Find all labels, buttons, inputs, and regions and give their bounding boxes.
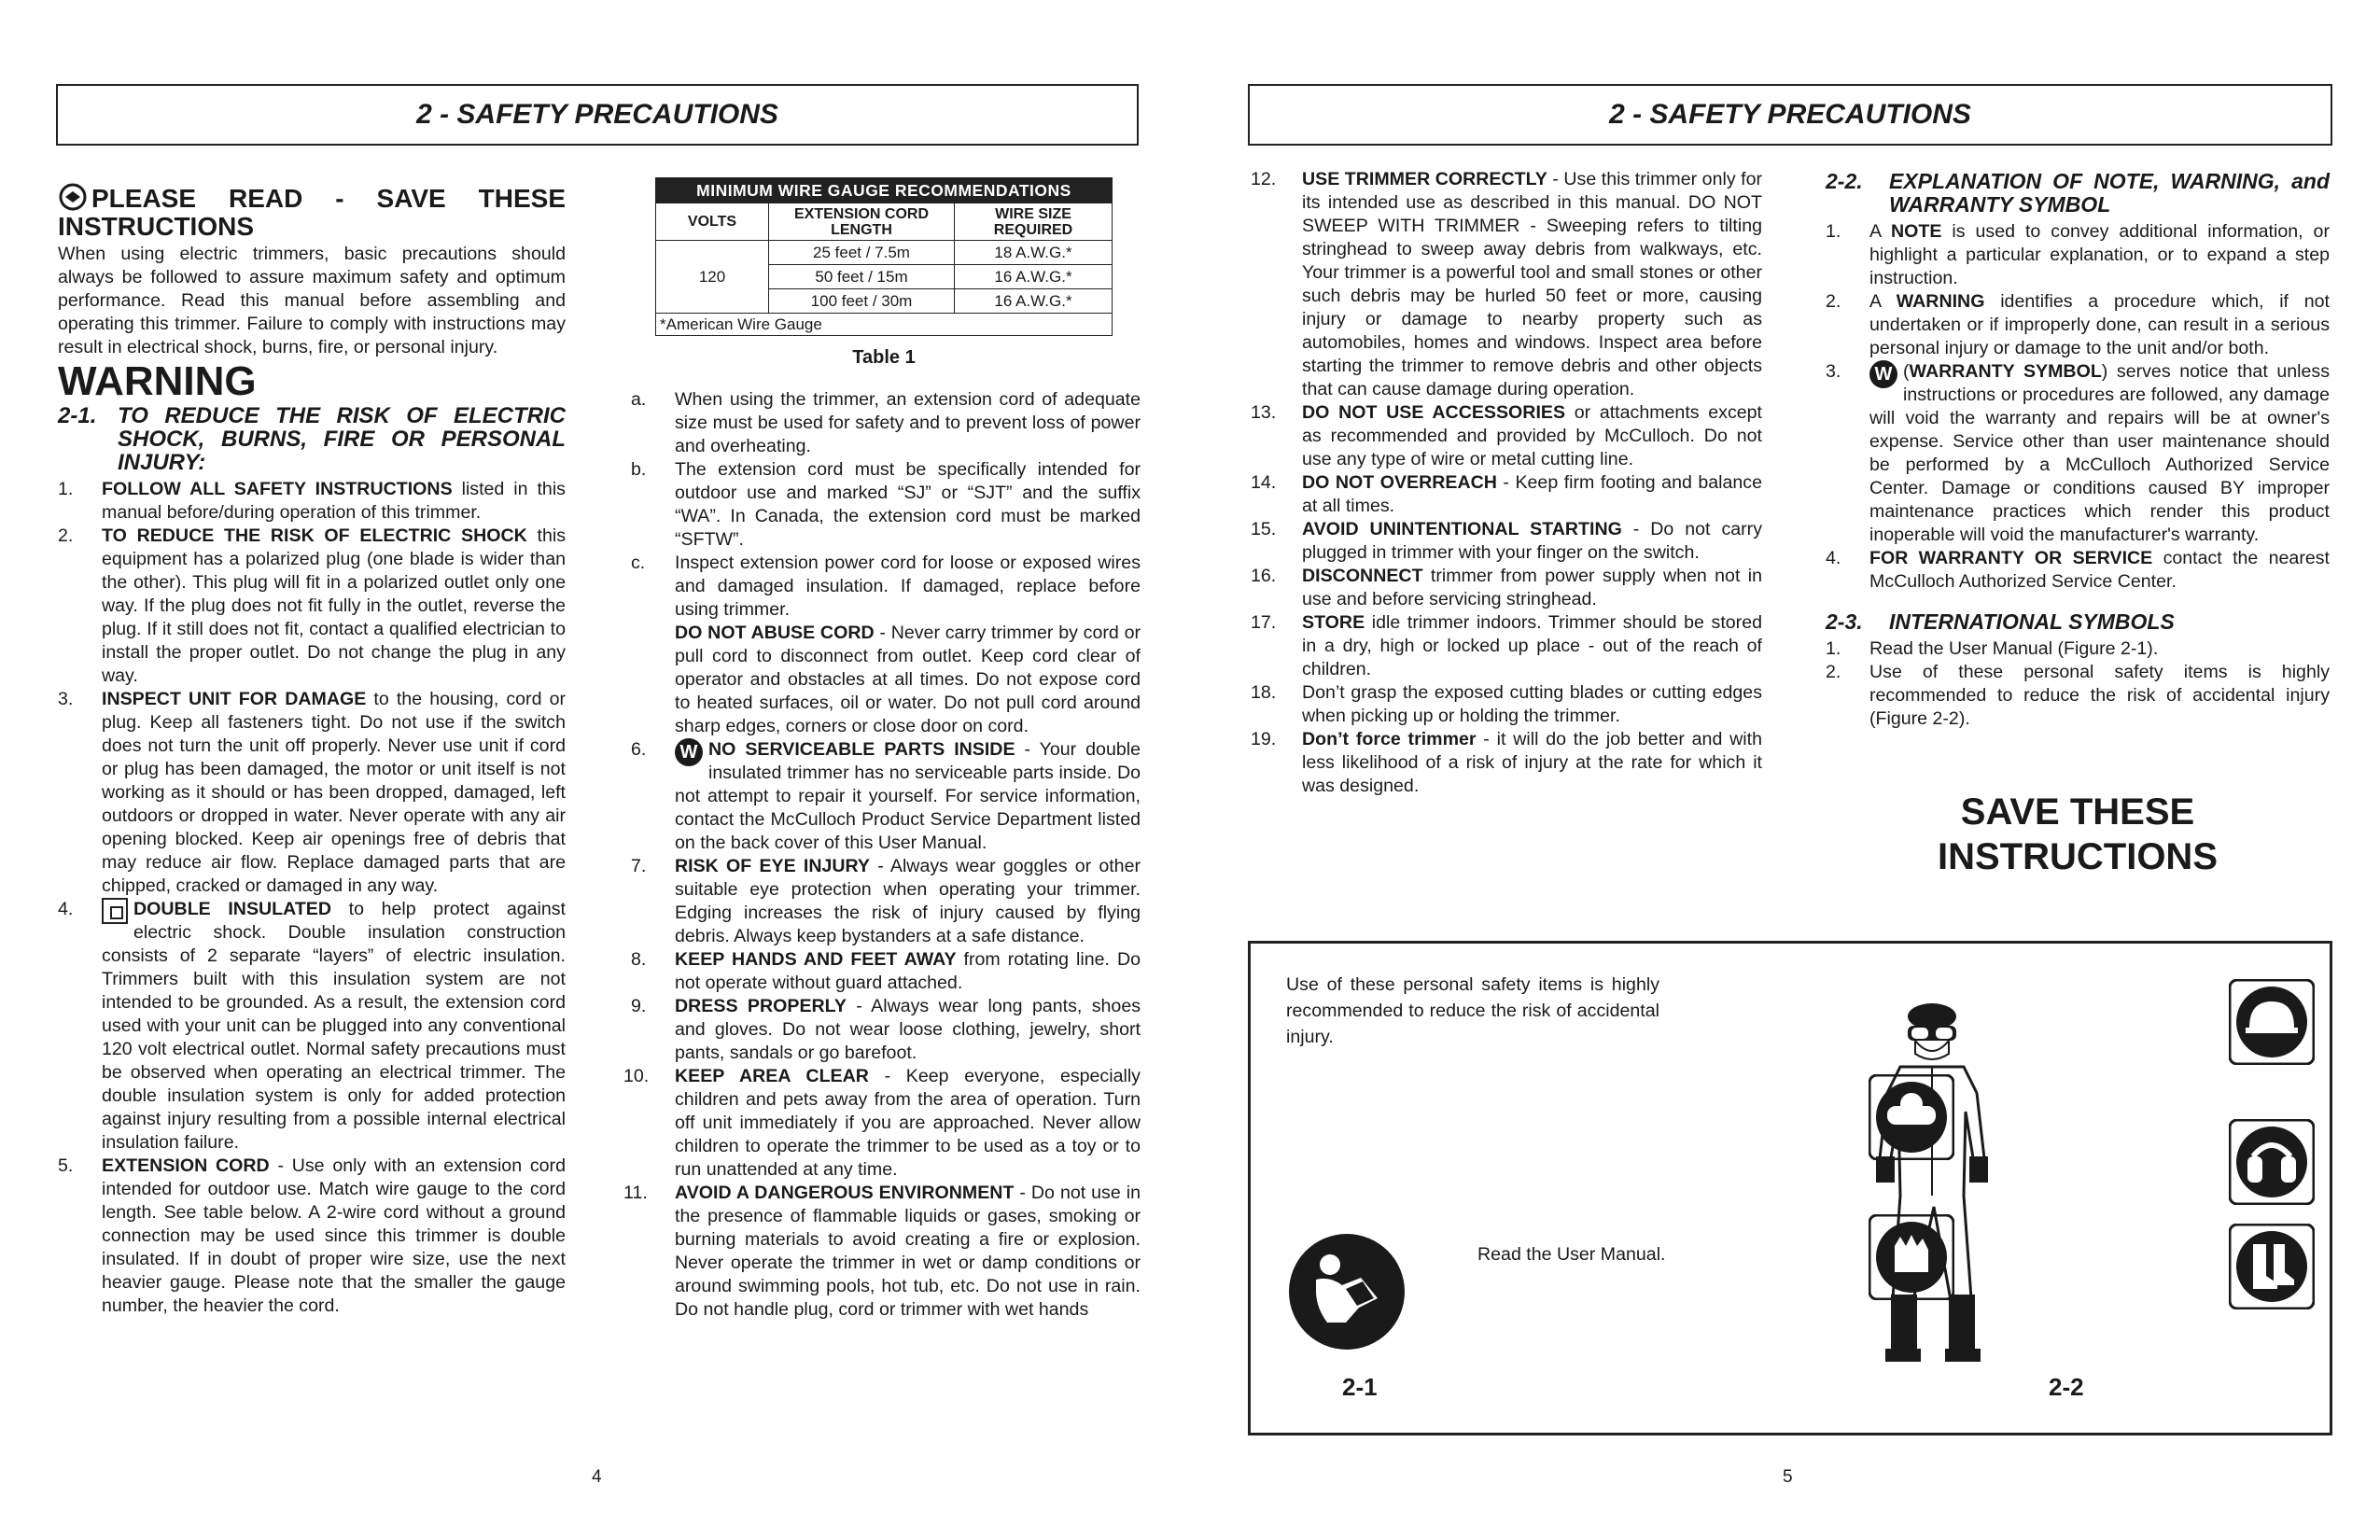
item-number: 7. xyxy=(631,856,647,876)
section-2-1-heading: 2-1. TO REDUCE THE RISK OF ELECTRIC SHOCK, BURNS, FIRE OR PERSONAL INJURY: xyxy=(58,403,566,475)
item-number: 14. xyxy=(1251,472,1277,493)
item-text: Inspect extension power cord for loose or exposed wires and damaged insulation. If damaged, replace before using trimmer. xyxy=(675,553,1141,620)
save-instructions-heading: SAVE THESE INSTRUCTIONS xyxy=(1938,791,2218,877)
list-item xyxy=(1251,401,1762,471)
page-number-left: 4 xyxy=(592,1467,602,1487)
table-header: EXTENSION CORD LENGTH xyxy=(769,203,955,241)
column-3 xyxy=(1251,168,1762,798)
warranty-w-icon: W xyxy=(1869,360,1897,388)
item-text: AVOID A DANGEROUS ENVIRONMENT - Do not use in the presence of flammable liquids or gases, smoking or burning materials to avoid creating a fire or explosion. Never operate the trimmer in wet or damp conditions or around swimming pools, hot tub, etc. Do not use in rain. Do not handle plug, cord or trimmer with wet hands xyxy=(675,1183,1141,1320)
list-item xyxy=(1826,220,2330,290)
list-item xyxy=(1826,547,2330,594)
list-item xyxy=(1826,290,2330,360)
hard-hat-icon xyxy=(2229,979,2315,1070)
list-item xyxy=(58,525,566,688)
figure-label-2-1: 2-1 xyxy=(1342,1373,1378,1401)
read-manual-icon xyxy=(1288,1233,1406,1355)
intro-text: When using electric trimmers, basic precautions should always be followed to assure maximum safety and optimum performance. Read this manual before assembling and operating this trimmer. Failure to comply with instructions may result in electrical shock, burns, fire, or personal injury. xyxy=(58,244,566,357)
item-text: USE TRIMMER CORRECTLY - Use this trimmer only for its intended use as described in this manual. DO NOT SWEEP WITH TRIMMER - Sweeping refers to tilting stringhead to sweep away debris from walkways, etc. Your trimmer is a powerful tool and small stones or other such debris may be hurled 50 feet or more, causing injury or damage to nearby property such as automobiles, homes and windows. Inspect area before starting the trimmer to remove debris and other objects that can cause damage during operation. xyxy=(1302,169,1762,399)
section-2-2-heading: 2-2. EXPLANATION OF NOTE, WARNING, and WARRANTY SYMBOL xyxy=(1826,169,2330,217)
list-item xyxy=(58,688,566,898)
hand-pointer-icon xyxy=(58,183,91,211)
warning-heading: WARNING xyxy=(58,358,257,404)
list-item xyxy=(631,552,1141,622)
item-number: b. xyxy=(631,459,647,480)
boots-icon xyxy=(2229,1224,2315,1314)
item-text: W NO SERVICEABLE PARTS INSIDE - Your double insulated trimmer has no serviceable parts inside. Do not attempt to repair it yourself. For service information, contact the McCulloch Product Service Department listed on the back cover of this User Manual. xyxy=(675,739,1141,853)
item-text: DISCONNECT trimmer from power supply when not in use and before servicing stringhead. xyxy=(1302,566,1762,609)
item-text: Don’t grasp the exposed cutting blades or cutting edges when picking up or holding the trimmer. xyxy=(1302,682,1762,726)
table-footnote: *American Wire Gauge xyxy=(656,314,1113,336)
item-text: The extension cord must be specifically intended for outdoor use and marked “SJ” or “SJT” and the suffix “WA”. In Canada, the extension cord must be marked “SFTW”. xyxy=(675,459,1141,550)
col1-list xyxy=(58,478,566,1318)
table-cell: 50 feet / 15m xyxy=(769,265,955,289)
item-number: 1. xyxy=(58,479,74,499)
item-number: 13. xyxy=(1251,402,1277,423)
list-item xyxy=(1251,611,1762,681)
item-number: 17. xyxy=(1251,612,1277,633)
item-text: TO REDUCE THE RISK OF ELECTRIC SHOCK this equipment has a polarized plug (one blade is wider than the other). This plug will fit in a polarized outlet only one way. If the plug does not fit fully in the outlet, reverse the plug. If it still does not fit, contact a qualified electrician to install the proper outlet. Do not change the plug in any way. xyxy=(102,525,566,686)
list-item xyxy=(623,1065,1141,1182)
figure-label-2-2: 2-2 xyxy=(2049,1373,2084,1401)
list-item xyxy=(1826,661,2330,731)
protective-gear-person-illustration xyxy=(1811,1000,2053,1378)
item-text: When using the trimmer, an extension cord of adequate size must be used for safety and to prevent loss of power and overheating. xyxy=(675,389,1141,456)
column-2 xyxy=(623,388,1141,1322)
item-number: 2. xyxy=(58,525,74,546)
ear-protection-icon xyxy=(2229,1119,2315,1210)
please-read-heading: PLEASE READ - SAVE THESE INSTRUCTIONS xyxy=(58,184,566,241)
item-number: 15. xyxy=(1251,519,1277,539)
item-number: 4. xyxy=(1826,548,1841,568)
item-text: W (WARRANTY SYMBOL) serves notice that unless instructions or procedures are followed, any damage will void the warranty and repairs will be at owner's expense. Service other than user maintenance should be performed by a McCulloch Authorized Service Center. Damage or conditions caused BY improper maintenance practices which render this product inoperable will void the manufacturer's warranty. xyxy=(1869,361,2330,545)
item-number: 11. xyxy=(623,1183,648,1203)
list-item xyxy=(1251,471,1762,518)
wire-gauge-table xyxy=(655,177,1113,369)
section-2-3-heading: 2-3. INTERNATIONAL SYMBOLS xyxy=(1826,609,2175,634)
list-item xyxy=(1826,637,2330,661)
item-number: 10. xyxy=(623,1066,650,1086)
column-4 xyxy=(1826,170,2330,731)
left-header: 2 - SAFETY PRECAUTIONS xyxy=(56,84,1139,146)
goggles-icon xyxy=(1869,1074,1954,1165)
table-cell: 16 A.W.G.* xyxy=(955,265,1113,289)
item-number: 3. xyxy=(1826,361,1841,382)
item-text: A WARNING identifies a procedure which, if not undertaken or if improperly done, can result in a serious personal injury or damage to the unit and/or both. xyxy=(1869,291,2330,358)
list-item xyxy=(1251,728,1762,798)
item-number: 3. xyxy=(58,689,74,709)
item-number: 9. xyxy=(631,996,647,1016)
item-number: c. xyxy=(631,553,646,573)
item-number: 19. xyxy=(1251,729,1277,749)
double-insulated-icon xyxy=(102,898,128,924)
table-cell: 25 feet / 7.5m xyxy=(769,241,955,265)
list-item xyxy=(631,855,1141,948)
list-item xyxy=(1251,518,1762,565)
list-item xyxy=(1251,681,1762,728)
item-number: 4. xyxy=(58,899,74,919)
table-header: VOLTS xyxy=(656,203,769,241)
item-text: Don’t force trimmer - it will do the job better and with less likelihood of a risk of injury at the rate for which it was designed. xyxy=(1302,729,1762,796)
item-text: STORE idle trimmer indoors. Trimmer should be stored in a dry, high or locked up place - out of the reach of children. xyxy=(1302,612,1762,679)
item-text: FOLLOW ALL SAFETY INSTRUCTIONS listed in this manual before/during operation of this trimmer. xyxy=(102,479,566,523)
item-text: DO NOT USE ACCESSORIES or attachments except as recommended and provided by McCulloch. Do not use any type of wire or metal cutting line. xyxy=(1302,402,1762,469)
item-text: Read the User Manual (Figure 2-1). xyxy=(1869,638,2159,659)
list-item xyxy=(631,738,1141,855)
item-number: 8. xyxy=(631,949,647,970)
page-number-right: 5 xyxy=(1783,1467,1793,1487)
item-number: 6. xyxy=(631,739,647,760)
item-text: FOR WARRANTY OR SERVICE contact the nearest McCulloch Authorized Service Center. xyxy=(1869,548,2330,592)
item-text: RISK OF EYE INJURY - Always wear goggles or other suitable eye protection when operating your trimmer. Edging increases the risk of injury caused by flying debris. Always keep bystanders at a safe distance. xyxy=(675,856,1141,946)
item-number: 18. xyxy=(1251,682,1277,703)
list-item xyxy=(58,478,566,525)
item-number: 5. xyxy=(58,1155,74,1176)
read-manual-caption: Read the User Manual. xyxy=(1477,1244,1666,1265)
item-text: EXTENSION CORD - Use only with an extension cord intended for outdoor use. Match wire gauge to the cord length. See table below. A 2-wire cord without a ground connection may be used since this trimmer is double insulated. If in doubt of proper wire size, use the next heavier gauge. Please note that the smaller the gauge number, the heavier the cord. xyxy=(102,1155,566,1316)
list-item xyxy=(623,1182,1141,1322)
item-number: 12. xyxy=(1251,169,1277,189)
item-number: 2. xyxy=(1826,291,1841,312)
table-cell: 100 feet / 30m xyxy=(769,289,955,314)
table-caption: Table 1 xyxy=(852,347,916,368)
figure-box xyxy=(1248,941,2332,1435)
item-number: 1. xyxy=(1826,221,1841,242)
table-header: WIRE SIZE REQUIRED xyxy=(955,203,1113,241)
figure-text: Use of these personal safety items is highly recommended to reduce the risk of accidental injury. xyxy=(1286,974,1659,1047)
warranty-w-icon: W xyxy=(675,738,703,766)
list-item xyxy=(631,388,1141,458)
list-item xyxy=(1251,565,1762,611)
table-title: MINIMUM WIRE GAUGE RECOMMENDATIONS xyxy=(656,178,1113,203)
item-text: DOUBLE INSULATED to help protect against electric shock. Double insulation construction consists of 2 separate “layers” of electric insulation. Trimmers built with this insulation system are not intended to be grounded. As a result, the extension cord used with your unit can be plugged into any conventional 120 volt electrical outlet. Normal safety precautions must be observed when operating an electrical trimmer. The double insulation system is only for added protection against injury resulting from a possible internal electrical insulation failure. xyxy=(102,899,566,1153)
abuse-cord-paragraph: DO NOT ABUSE CORD - Never carry trimmer by cord or pull cord to disconnect from outlet. Keep cord clear of operator and obstacles at all times. Do not expose cord to heated surfaces, oil or water. Do not pull cord around sharp edges, corners or close door on cord. xyxy=(675,623,1141,736)
item-text: DRESS PROPERLY - Always wear long pants, shoes and gloves. Do not wear loose clothing, jewelry, short pants, sandals or go barefoot. xyxy=(675,996,1141,1063)
item-text: KEEP HANDS AND FEET AWAY from rotating line. Do not operate without guard attached. xyxy=(675,949,1141,993)
list-item xyxy=(631,458,1141,552)
item-number: 2. xyxy=(1826,662,1841,682)
item-text: A NOTE is used to convey additional information, or highlight a particular explanation, or to expand a step instruction. xyxy=(1869,221,2330,288)
column-1 xyxy=(58,183,566,1318)
list-item xyxy=(631,995,1141,1065)
item-text: INSPECT UNIT FOR DAMAGE to the housing, cord or plug. Keep all fasteners tight. Do not use if the switch does not turn the unit off properly. Never use unit if cord or plug has been damaged, the motor or unit itself is not working as it should or has been dropped, damaged, left outdoors or dropped in water. Never operate with any air opening blocked. Keep air openings free of debris that may reduce air flow. Replace damaged parts that are chipped, cracked or damaged in any way. xyxy=(102,689,566,896)
item-text: KEEP AREA CLEAR - Keep everyone, especially children and pets away from the area of operation. Turn off unit immediately if you are approached. Never allow children to operate the trimmer to be used as a toy or to run unattended at any time. xyxy=(675,1066,1141,1180)
item-text: Use of these personal safety items is highly recommended to reduce the risk of accidental injury (Figure 2-2). xyxy=(1869,662,2330,729)
right-header: 2 - SAFETY PRECAUTIONS xyxy=(1248,84,2332,146)
gloves-icon xyxy=(1869,1214,1954,1305)
item-number: a. xyxy=(631,389,647,410)
item-number: 16. xyxy=(1251,566,1277,586)
list-item xyxy=(1251,168,1762,401)
table-cell: 120 xyxy=(656,241,769,314)
item-number: 1. xyxy=(1826,638,1841,659)
list-item xyxy=(1826,360,2330,547)
list-item xyxy=(631,948,1141,995)
table-cell: 16 A.W.G.* xyxy=(955,289,1113,314)
list-item xyxy=(58,898,566,1155)
list-item xyxy=(58,1155,566,1318)
table-cell: 18 A.W.G.* xyxy=(955,241,1113,265)
item-text: DO NOT OVERREACH - Keep firm footing and balance at all times. xyxy=(1302,472,1762,516)
item-text: AVOID UNINTENTIONAL STARTING - Do not carry plugged in trimmer with your finger on the switch. xyxy=(1302,519,1762,563)
